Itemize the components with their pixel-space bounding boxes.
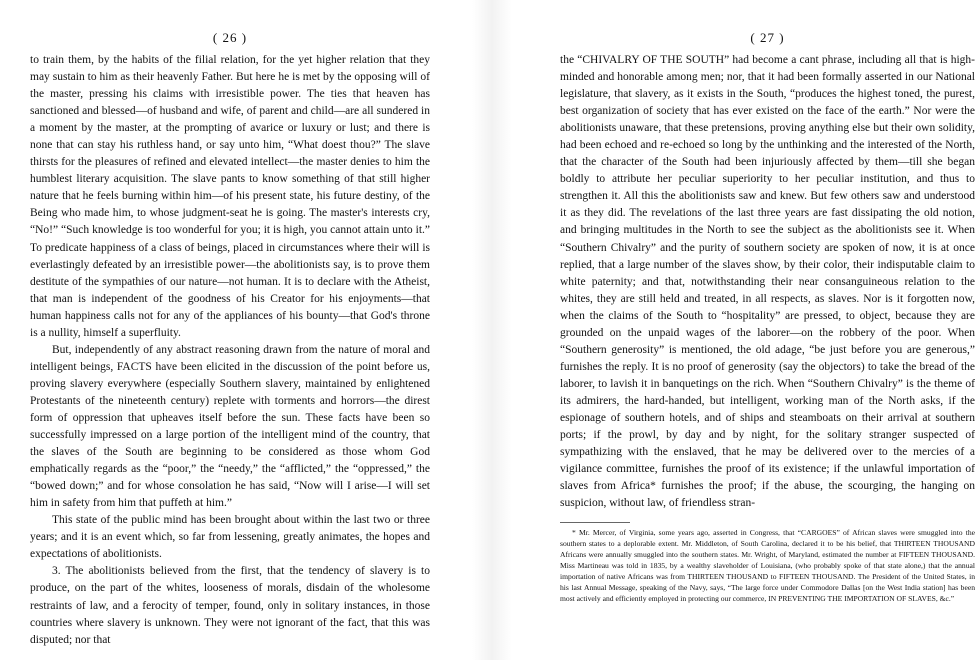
paragraph: to train them, by the habits of the filial relation, for the yet higher relation that they may sustain to him as their heavenly Father. But here he is met by the opposing will of the master, pressing his claims with irresistible power. The ties that heaven has sanctioned and blessed—of husband and wife, of parent and child—are all sundered in a moment by the master, at the prompting of avarice or luxury or lust; and there is none that can stay his ruthless hand, or say unto him, “What doest thou?” The slave thirsts for the pleasures of refined and elevated intellect—the master denies to him the humblest literary acquisition. The slave pants to know something of that still higher nature that he feels burning within him—of his present state, his future destiny, of the Being who made him, to whose judgment-seat he is going. The master's interests cry, “No!” “Such knowledge is too wonderful for you; it is high, you cannot attain unto it.” To predicate happiness of a class of beings, placed in circumstances where their will is everlastingly defeated by an irresistible power—the abolitionists say, is to prove them destitute of the sympathies of our nature—not human. It is to declare with the Atheist, that man is independent of the goodness of his Creator for his enjoyments—that human happiness calls not for any of the appliances of his bounty—that God's throne is a nullity, himself a superfluity. [30,54,430,339]
paragraph: This state of the public mind has been brought about within the last two or three years; and it is an event which, so far from lessening, greatly animates, the hopes and expectations of abolitionists. [30,514,430,561]
book-gutter [472,0,512,660]
paragraph: the “CHIVALRY OF THE SOUTH” had become a cant phrase, including all that is high-minded and honorable among men; nor, that it had been formally asserted in our National legislature, that slavery, as it exists in the South, “produces the highest toned, the purest, best organization of society that has ever existed on the face of the earth.” Nor were the abolitionists unaware, that these pretensions, proving anything else but their own solidity, had been echoed and re-echoed so long by the unthinking and the interested of the North, that the character of the South had been injuriously affected by them—till she began boldly to attribute her peculiar superiority to her peculiar institution, and thus to strengthen it. All this the abolitionists saw and knew. But few others saw and understood it as they did. The revelations of the last three years are fast dissipating the old notion, and bringing multitudes in the North to see the subject as the abolitionists see it. When “Southern Chivalry” and the purity of southern society are spoken of now, it is at once replied, that a large number of the slaves show, by their color, their indisputable claim to white paternity; and that, notwithstanding their near consanguineous relation to the whites, they are still held and treated, in all respects, as slaves. Nor is it forgotten now, when the claims of the South to “hospitality” are pressed, to object, because they are grounded on the unpaid wages of the laborer—on the robbery of the poor. When “Southern generosity” is mentioned, the old adage, “be just before you are generous,” furnishes the reply. It is no proof of generosity (say the objectors) to take the bread of the laborer, to lavish it in banquetings on the rich. When “Southern Chivalry” is the theme of its admirers, the hard-handed, but intelligent, working man of the North asks, if the espionage of southern hotels, and of ships and steamboats on their arrival at southern ports; if the prowl, by day and by night, for the solitary stranger suspected of sympathizing with the enslaved, that he may be delivered over to the mercies of a vigilance committee, furnishes the proof of its existence; if the unlawful importation of slaves from Africa* furnishes the proof; if the abuse, the scourging, the hanging on suspicion, without law, of friendless stran- [560,54,975,510]
footnote-divider [560,522,630,523]
footnote: * Mr. Mercer, of Virginia, some years ago, asserted in Congress, that “CARGOES” of African slaves were smuggled into the southern states to a deplorable extent. Mr. Middleton, of South Carolina, declared it to be his belief, that THIRTEEN THOUSAND Africans were annually smuggled into the southern states. Mr. Wright, of Maryland, estimated the number at FIFTEEN THOUSAND. Miss Martineau was told in 1835, by a wealthy slaveholder of Louisiana, (who probably spoke of that state alone,) that the annual importation of native Africans was from THIRTEEN THOUSAND to FIFTEEN THOUSAND. The President of the United States, in his last Annual Message, speaking of the Navy, says, “The large force under Commodore Dallas [on the West India station] has been most actively and efficiently employed in protecting our commerce, IN PREVENTING THE IMPORTATION OF SLAVES, &c.” [560,528,975,604]
left-page-body [30,52,430,649]
paragraph: But, independently of any abstract reasoning drawn from the nature of moral and intelligent beings, FACTS have been elicited in the discussion of the point before us, proving slavery everywhere (especially Southern slavery, maintained by enlightened Protestants of the nineteenth century) replete with torments and horrors—the direst form of oppression that upheaves itself before the sun. These facts have been so successfully impressed on a large portion of the intelligent mind of the country, that the slaves of the South are beginning to be considered as those whom God emphatically regards as the “poor,” the “needy,” the “afflicted,” the “oppressed,” the “bowed down;” and for whose consolation he has said, “Now will I arise—I will set him in safety from him that puffeth at him.” [30,343,430,510]
right-page-body [560,52,975,512]
left-page [30,30,430,656]
paragraph: 3. The abolitionists believed from the first, that the tendency of slavery is to produce, on the part of the whites, looseness of morals, disdain of the wholesome restraints of law, and a ferocity of temper, found, only in solitary instances, in those countries where slavery is unknown. They were not ignorant of the fact, that this was disputed; nor that [30,565,430,646]
page-number-right: ( 27 ) [750,30,785,45]
right-page [560,30,975,656]
page-number-left: ( 26 ) [212,30,248,45]
